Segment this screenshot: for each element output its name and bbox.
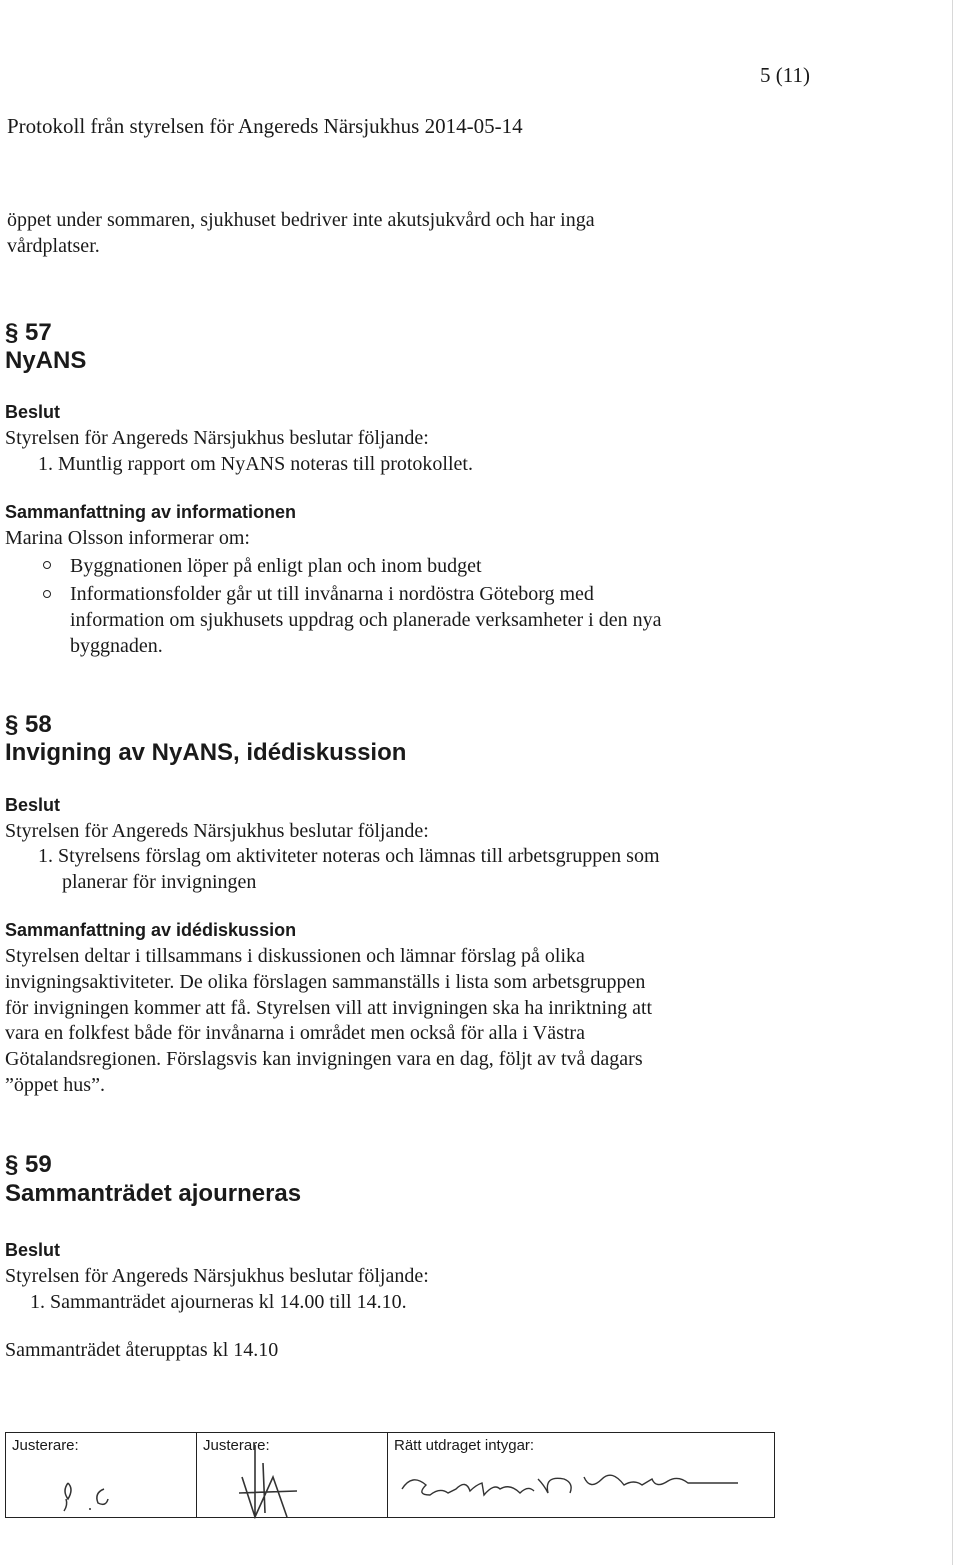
section-57-summary-heading: Sammanfattning av informationen — [5, 502, 297, 522]
section-57-bullet-2: Informationsfolder går ut till invånarna i nordöstra Göteborg med — [70, 583, 594, 605]
section-58-title: Invigning av NyANS, idédiskussion — [5, 739, 407, 766]
section-59-beslut-item: 1. Sammanträdet ajourneras kl 14.00 till 14.10. — [30, 1291, 407, 1313]
signature-cell-1 — [6, 1433, 197, 1518]
intro-line-1: öppet under sommaren, sjukhuset bedriver inte akutsjukvård och har inga — [7, 209, 595, 231]
document-header: Protokoll från styrelsen för Angereds Närsjukhus 2014-05-14 — [7, 114, 523, 138]
section-58-number: § 58 — [5, 711, 52, 738]
section-57-bullet-2-cont-2: byggnaden. — [70, 635, 163, 657]
section-58-paragraph-line-1: Styrelsen deltar i tillsammans i diskussionen och lämnar förslag på olika — [5, 945, 585, 967]
section-57-title: NyANS — [5, 347, 87, 374]
handwritten-signature-icon — [388, 1433, 778, 1519]
section-58-paragraph-line-4: vara en folkfest både för invånarna i området men också för alla i Västra — [5, 1022, 585, 1044]
section-58-summary-heading: Sammanfattning av idédiskussion — [5, 920, 297, 940]
signature-label-2: Justerare: — [203, 1437, 270, 1454]
page-edge-line — [952, 0, 953, 1565]
page-number: 5 (11) — [760, 63, 810, 87]
section-57-beslut-heading: Beslut — [5, 402, 61, 422]
signature-cell-3 — [388, 1433, 775, 1518]
section-57-number: § 57 — [5, 319, 52, 346]
bullet-icon — [43, 590, 51, 598]
section-57-beslut-intro: Styrelsen för Angereds Närsjukhus beslutar följande: — [5, 427, 429, 449]
section-58-beslut-item-line-2: planerar för invigningen — [62, 871, 257, 893]
section-57-summary-intro: Marina Olsson informerar om: — [5, 527, 250, 549]
section-57-beslut-item: 1. Muntlig rapport om NyANS noteras till protokollet. — [38, 453, 473, 475]
signature-table — [5, 1432, 775, 1518]
handwritten-initials-icon — [6, 1433, 196, 1519]
section-58-beslut-heading: Beslut — [5, 795, 61, 815]
section-59-number: § 59 — [5, 1151, 52, 1178]
section-58-beslut-item-line-1: 1. Styrelsens förslag om aktiviteter noteras och lämnas till arbetsgruppen som — [38, 845, 660, 867]
section-57-bullet-2-cont-1: information om sjukhusets uppdrag och planerade verksamheter i den nya — [70, 609, 662, 631]
section-58-paragraph-line-2: invigningsaktiviteter. De olika förslagen sammanställs i lista som arbetsgruppen — [5, 971, 646, 993]
section-58-beslut-intro: Styrelsen för Angereds Närsjukhus beslutar följande: — [5, 820, 429, 842]
intro-line-2: vårdplatser. — [7, 235, 100, 257]
signature-label-1: Justerare: — [12, 1437, 79, 1454]
bullet-icon — [43, 561, 51, 569]
section-59-title: Sammanträdet ajourneras — [5, 1180, 302, 1207]
section-59-beslut-heading: Beslut — [5, 1240, 61, 1260]
section-59-beslut-intro: Styrelsen för Angereds Närsjukhus beslutar följande: — [5, 1265, 429, 1287]
section-57-bullet-1: Byggnationen löper på enligt plan och inom budget — [70, 555, 482, 577]
signature-label-3: Rätt utdraget intygar: — [394, 1437, 535, 1454]
section-58-paragraph-line-6: ”öppet hus”. — [5, 1074, 105, 1096]
section-58-paragraph-line-5: Götalandsregionen. Förslagsvis kan invigningen vara en dag, följt av två dagars — [5, 1048, 643, 1070]
section-59-resume: Sammanträdet återupptas kl 14.10 — [5, 1339, 279, 1361]
handwritten-initials-icon — [197, 1433, 387, 1519]
section-58-paragraph-line-3: för invigningen kommer att få. Styrelsen vill att invigningen ska ha inriktning att — [5, 997, 653, 1019]
signature-cell-2 — [197, 1433, 388, 1518]
